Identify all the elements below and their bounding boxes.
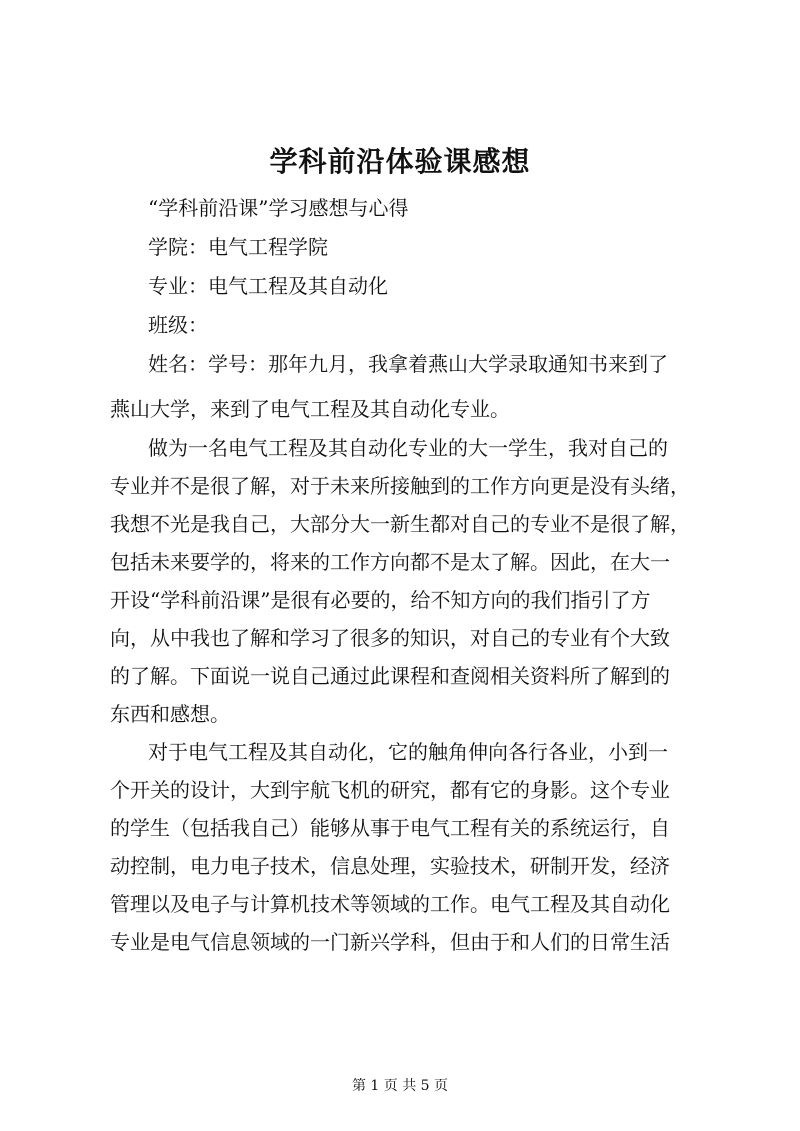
document-title: 学科前沿体验课感想	[269, 145, 531, 178]
body-line: 做为一名电气工程及其自动化专业的大一学生，我对自己的	[148, 436, 668, 460]
subtitle-line: “学科前沿课”学习感想与心得	[148, 196, 409, 220]
body-line: 专业是电气信息领域的一门新兴学科，但由于和人们的日常生活	[110, 930, 670, 954]
body-line: 个开关的设计，大到宇航飞机的研究，都有它的身影。这个专业	[110, 778, 670, 802]
body-line: 的了解。下面说一说自己通过此课程和查阅相关资料所了解到的	[110, 664, 670, 688]
body-line: 对于电气工程及其自动化，它的触角伸向各行各业，小到一	[148, 740, 668, 764]
body-line: 开设“学科前沿课”是很有必要的，给不知方向的我们指引了方	[110, 588, 651, 612]
body-line: 向，从中我也了解和学习了很多的知识，对自己的专业有个大致	[110, 626, 670, 650]
page-number-footer: 第 1 页 共 5 页	[351, 1078, 449, 1094]
body-line: 东西和感想。	[110, 702, 230, 726]
body-line: 我想不光是我自己，大部分大一新生都对自己的专业不是很了解，	[110, 512, 690, 536]
college-line: 学院：电气工程学院	[148, 235, 328, 259]
name-line: 姓名：学号：那年九月，我拿着燕山大学录取通知书来到了	[148, 352, 668, 376]
body-line: 管理以及电子与计算机技术等领域的工作。电气工程及其自动化	[110, 892, 670, 916]
body-line: 燕山大学，来到了电气工程及其自动化专业。	[110, 397, 510, 421]
body-line: 的学生（包括我自己）能够从事于电气工程有关的系统运行，自	[110, 816, 670, 840]
body-line: 动控制，电力电子技术，信息处理，实验技术，研制开发，经济	[110, 854, 670, 878]
class-line: 班级：	[148, 313, 208, 337]
body-line: 专业并不是很了解，对于未来所接触到的工作方向更是没有头绪，	[110, 474, 690, 498]
body-line: 包括未来要学的，将来的工作方向都不是太了解。因此，在大一	[110, 550, 670, 574]
major-line: 专业：电气工程及其自动化	[148, 274, 388, 298]
